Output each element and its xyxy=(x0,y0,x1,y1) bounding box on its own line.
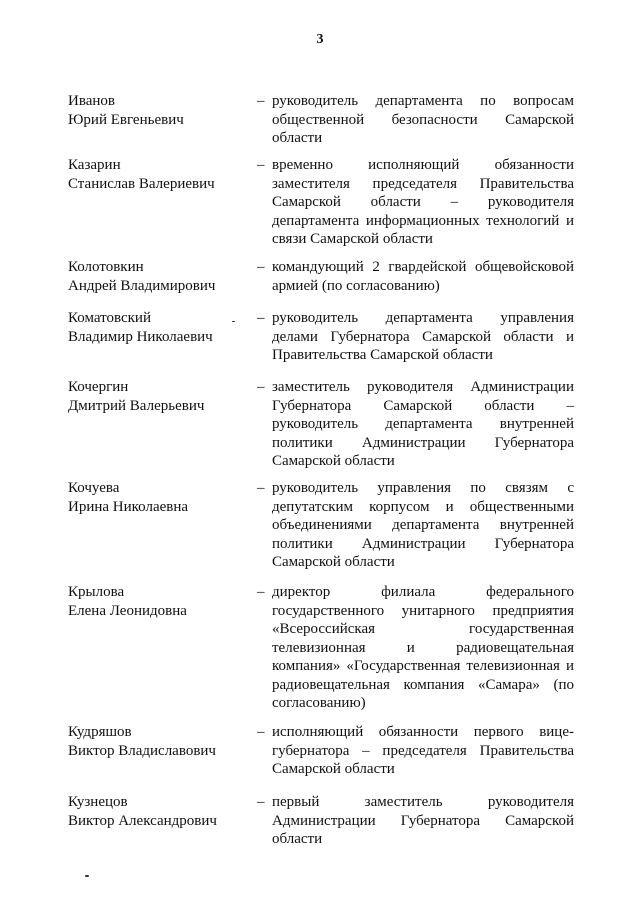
person-name xyxy=(68,156,253,193)
position-line: области xyxy=(272,130,323,146)
position-text xyxy=(272,793,574,849)
position-line: руководитель департамента управления xyxy=(272,310,574,326)
position-line: Правительства Самарской области xyxy=(272,347,493,363)
position-line: области xyxy=(272,831,323,847)
scan-speck xyxy=(85,875,89,877)
dash: – xyxy=(257,794,265,810)
position-line: армией (по согласованию) xyxy=(272,277,440,294)
position-line: заместитель руководителя Администрации xyxy=(272,379,574,395)
surname: Крылова xyxy=(68,584,125,600)
position-line: радиовещательная компания «Самара» (по xyxy=(272,676,574,693)
position-line: телевизионная и радиовещательная xyxy=(272,639,574,656)
position-line: связи Самарской области xyxy=(272,231,433,247)
dash: – xyxy=(257,584,265,600)
person-name xyxy=(68,793,253,830)
person-name xyxy=(68,258,253,295)
given-names: Ирина Николаевна xyxy=(68,498,189,515)
position-line: руководитель департамента внутренней xyxy=(272,416,574,432)
dash: – xyxy=(257,480,265,496)
position-line: компания» «Государственная телевизионная и xyxy=(272,658,574,674)
position-line: директор филиала федерального xyxy=(272,584,574,600)
scan-speck xyxy=(232,321,235,322)
person-name xyxy=(68,378,253,415)
position-line: объединениями департамента внутренней xyxy=(272,517,574,533)
person-name xyxy=(68,479,253,516)
dash: – xyxy=(257,724,265,740)
position-line: политики Администрации Губернатора xyxy=(272,535,574,552)
given-names: Владимир Николаевич xyxy=(68,328,213,345)
given-names: Дмитрий Валерьевич xyxy=(68,397,205,414)
position-line: Самарской области xyxy=(272,554,395,570)
position-line: общественной безопасности Самарской xyxy=(272,111,574,128)
page-number: 3 xyxy=(316,32,324,47)
dash: – xyxy=(257,379,265,395)
surname: Кузнецов xyxy=(68,794,128,810)
dash: – xyxy=(257,157,265,173)
given-names: Юрий Евгеньевич xyxy=(68,111,184,128)
surname: Казарин xyxy=(68,157,121,173)
surname: Кочергин xyxy=(68,379,129,395)
position-text xyxy=(272,378,574,471)
dash: – xyxy=(257,310,265,326)
surname: Коматовский xyxy=(68,310,151,326)
position-line: заместителя председателя Правительства xyxy=(272,175,574,192)
position-line: руководитель департамента по вопросам xyxy=(272,93,574,109)
dash: – xyxy=(257,93,265,109)
position-line: политики Администрации Губернатора xyxy=(272,434,574,451)
given-names: Виктор Александрович xyxy=(68,812,217,829)
position-line: департамента информационных технологий и xyxy=(272,212,574,229)
position-line: временно исполняющий обязанности xyxy=(272,157,574,173)
position-line: губернатора – председателя Правительства xyxy=(272,742,574,759)
position-text xyxy=(272,479,574,572)
given-names: Елена Леонидовна xyxy=(68,602,187,619)
position-line: исполняющий обязанности первого вице- xyxy=(272,724,574,740)
position-text xyxy=(272,258,574,295)
position-text xyxy=(272,156,574,249)
given-names: Станислав Валериевич xyxy=(68,175,215,192)
given-names: Андрей Владимирович xyxy=(68,277,216,294)
position-line: Самарской области xyxy=(272,453,395,469)
position-text xyxy=(272,583,574,713)
person-name xyxy=(68,583,253,620)
dash: – xyxy=(257,259,265,275)
surname: Кочуева xyxy=(68,480,120,496)
position-line: Самарской области – руководителя xyxy=(272,194,574,210)
person-name xyxy=(68,309,253,346)
position-line: делами Губернатора Самарской области и xyxy=(272,328,574,345)
position-text xyxy=(272,309,574,365)
position-line: первый заместитель руководителя xyxy=(272,794,574,810)
position-line: Губернатора Самарской области – xyxy=(272,397,574,414)
position-line: Администрации Губернатора Самарской xyxy=(272,812,574,829)
position-line: руководитель управления по связям с xyxy=(272,480,574,496)
surname: Кудряшов xyxy=(68,724,132,740)
position-text xyxy=(272,723,574,779)
person-name xyxy=(68,92,253,129)
given-names: Виктор Владиславович xyxy=(68,742,216,759)
position-line: государственного унитарного предприятия xyxy=(272,602,574,619)
position-line: «Всероссийская государственная xyxy=(272,621,574,637)
position-text xyxy=(272,92,574,148)
surname: Колотовкин xyxy=(68,259,144,275)
position-line: Самарской области xyxy=(272,761,395,777)
position-line: согласованию) xyxy=(272,695,366,711)
surname: Иванов xyxy=(68,93,115,109)
position-line: командующий 2 гвардейской общевойсковой xyxy=(272,259,574,275)
person-name xyxy=(68,723,253,760)
position-line: депутатским корпусом и общественными xyxy=(272,498,574,515)
